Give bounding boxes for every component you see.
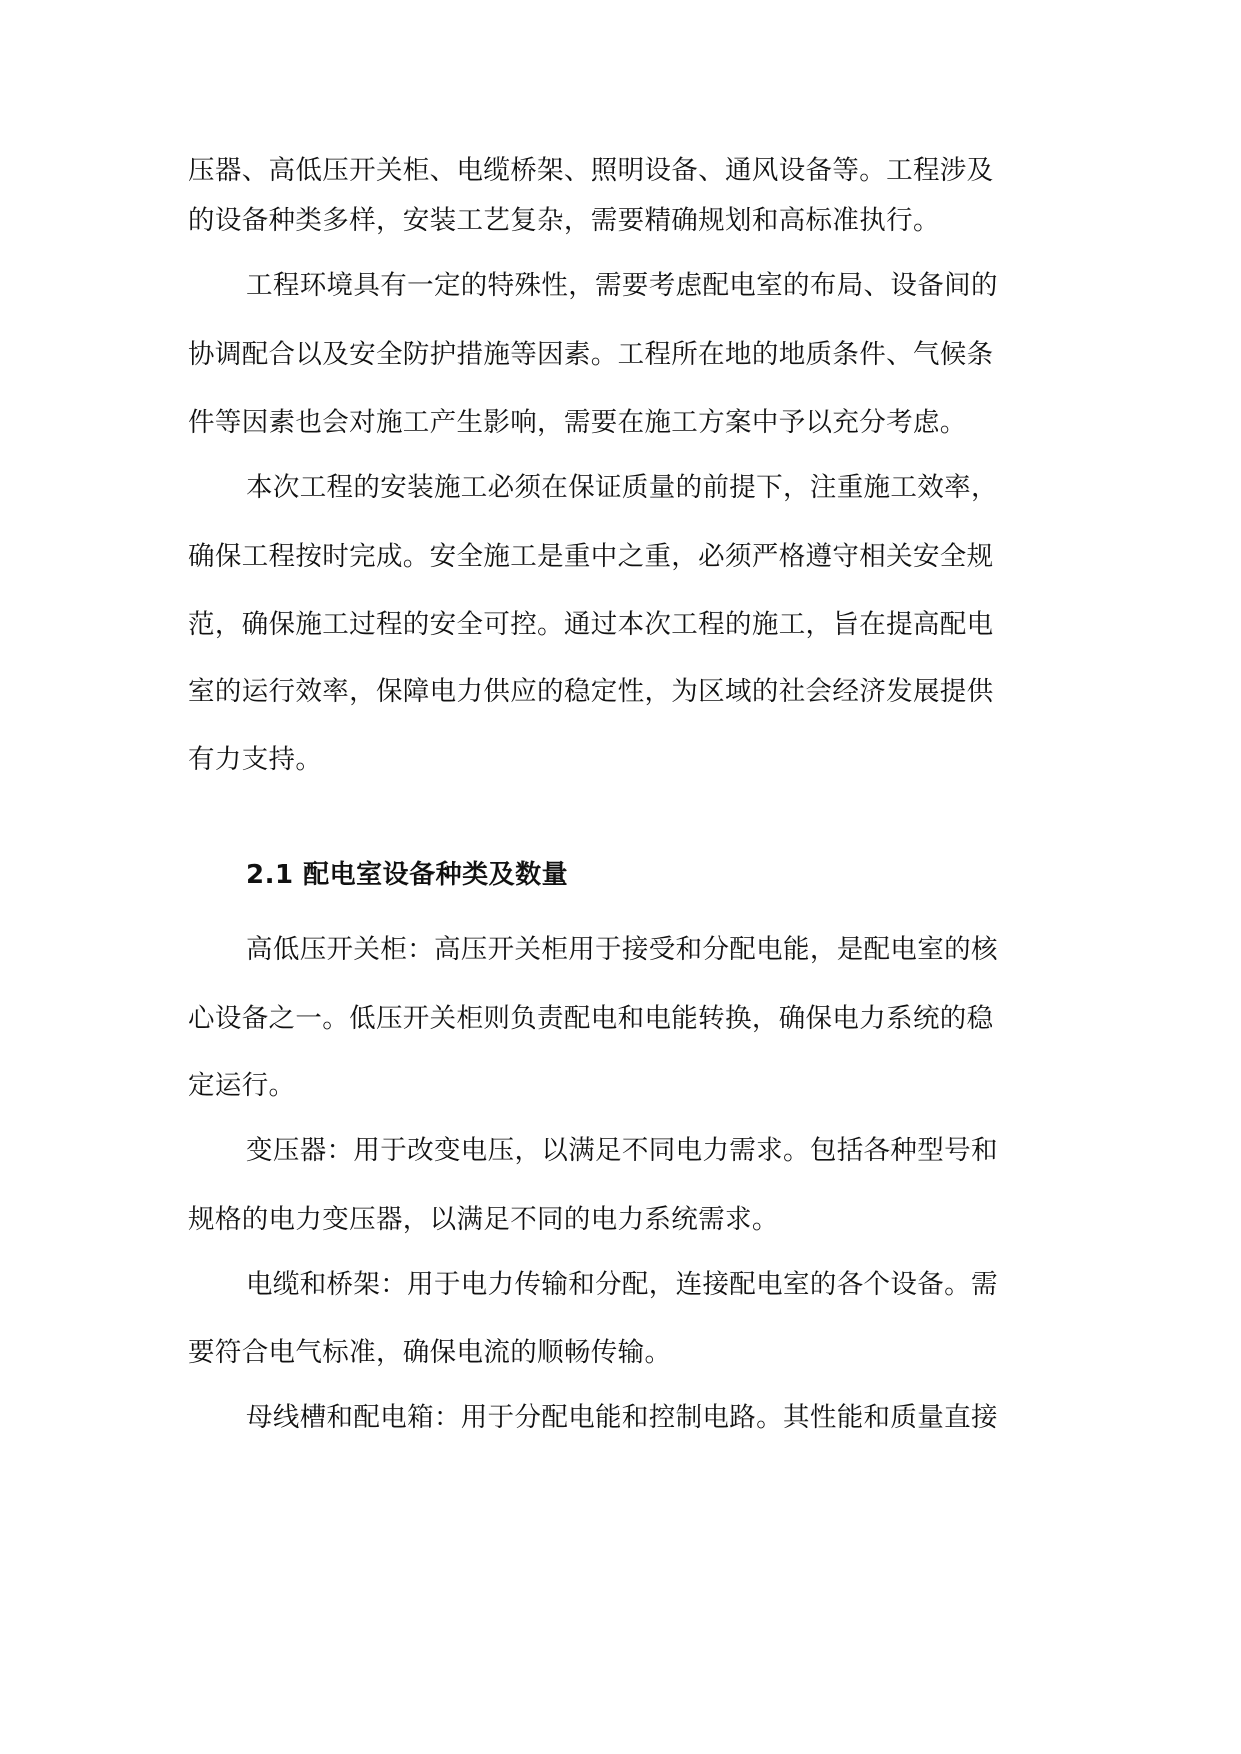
paragraph-line: 高低压开关柜：高压开关柜用于接受和分配电能，是配电室的核 bbox=[246, 934, 998, 965]
paragraph-line: 变压器：用于改变电压，以满足不同电力需求。包括各种型号和 bbox=[246, 1135, 998, 1166]
section-heading: 2.1 配电室设备种类及数量 bbox=[246, 860, 569, 890]
paragraph-line: 定运行。 bbox=[188, 1070, 296, 1101]
paragraph-line: 确保工程按时完成。安全施工是重中之重，必须严格遵守相关安全规 bbox=[188, 541, 994, 572]
paragraph-line: 要符合电气标准，确保电流的顺畅传输。 bbox=[188, 1337, 672, 1368]
paragraph-line: 压器、高低压开关柜、电缆桥架、照明设备、通风设备等。工程涉及 bbox=[188, 155, 994, 186]
paragraph-line: 的设备种类多样，安装工艺复杂，需要精确规划和高标准执行。 bbox=[188, 205, 940, 236]
paragraph-line: 规格的电力变压器，以满足不同的电力系统需求。 bbox=[188, 1204, 779, 1235]
paragraph-line: 室的运行效率，保障电力供应的稳定性，为区域的社会经济发展提供 bbox=[188, 676, 994, 707]
paragraph-line: 范，确保施工过程的安全可控。通过本次工程的施工，旨在提高配电 bbox=[188, 609, 994, 640]
paragraph-line: 协调配合以及安全防护措施等因素。工程所在地的地质条件、气候条 bbox=[188, 339, 994, 370]
paragraph-line: 本次工程的安装施工必须在保证质量的前提下，注重施工效率， bbox=[246, 472, 998, 503]
paragraph-line: 母线槽和配电箱：用于分配电能和控制电路。其性能和质量直接 bbox=[246, 1402, 998, 1433]
paragraph-line: 有力支持。 bbox=[188, 744, 323, 775]
paragraph-line: 电缆和桥架：用于电力传输和分配，连接配电室的各个设备。需 bbox=[246, 1269, 998, 1300]
paragraph-line: 件等因素也会对施工产生影响，需要在施工方案中予以充分考虑。 bbox=[188, 407, 967, 438]
paragraph-line: 工程环境具有一定的特殊性，需要考虑配电室的布局、设备间的 bbox=[246, 270, 998, 301]
paragraph-line: 心设备之一。低压开关柜则负责配电和电能转换，确保电力系统的稳 bbox=[188, 1003, 994, 1034]
